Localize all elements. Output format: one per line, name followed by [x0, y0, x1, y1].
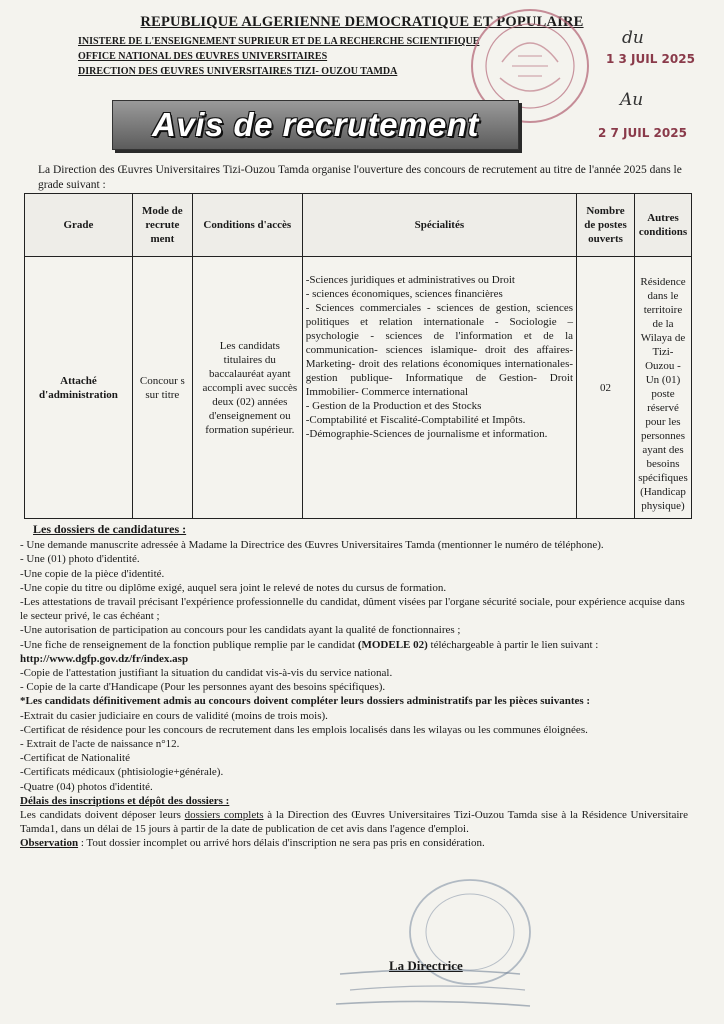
- admis-heading: *Les candidats définitivement admis au concours doivent compléter leurs dossiers administratifs par les pièces suivantes :: [20, 695, 591, 708]
- stamp-du-date: 1 3 JUIL 2025: [606, 52, 695, 66]
- delais-prefix: Les candidats doivent déposer leurs: [20, 809, 185, 822]
- fiche-prefix: -Une fiche de renseignement de la fonction publique remplie par le candidat: [20, 638, 358, 651]
- cell-postes: 02: [577, 257, 635, 519]
- cell-conditions: Les candidats titulaires du baccalauréat ayant accompli avec succès deux (02) années d'enseignement ou formation supérieur.: [192, 257, 302, 519]
- cell-autres: Résidence dans le territoire de la Wilaya de Tizi-Ouzou - Un (01) poste réservé pour les personnes ayant des besoins spécifiques (Handicap physique): [634, 257, 691, 519]
- observation-text: : Tout dossier incomplet ou arrivé hors délais d'inscription ne sera pas pris en considération.: [78, 837, 485, 850]
- office-line: OFFICE NATIONAL DES ŒUVRES UNIVERSITAIRES: [78, 51, 328, 62]
- header-specialites: Spécialités: [302, 194, 576, 257]
- ministry-line: INISTERE DE L'ENSEIGNEMENT SUPRIEUR ET DE LA RECHERCHE SCIENTIFIQUE: [78, 36, 480, 47]
- page-title: Avis de recrutement: [152, 106, 479, 143]
- fiche-suffix: téléchargeable à partir le lien suivant :: [427, 638, 599, 651]
- list-item: -Copie de l'attestation justifiant la situation du candidat vis-à-vis du service national.: [20, 667, 393, 680]
- list-item: -Les attestations de travail précisant l'expérience professionnelle du candidat, dûment visées par l'organe sécurité sociale, pour expérience acquise dans le secteur privé, le cas échéant ;: [20, 596, 685, 623]
- table-header-row: [25, 194, 692, 257]
- fiche-link[interactable]: http://www.dgfp.gov.dz/fr/index.asp: [20, 652, 189, 665]
- stamp-au-label: Au: [620, 90, 644, 110]
- header-conditions: Conditions d'accès: [192, 194, 302, 257]
- list-item: -Une copie du titre ou diplôme exigé, auquel sera joint le relevé de notes du cursus de formation.: [20, 581, 447, 594]
- stamp-au-date: 2 7 JUIL 2025: [598, 126, 687, 140]
- title-banner: [112, 100, 519, 150]
- list-item: -Une autorisation de participation au concours pour les candidats ayant la qualité de fonctionnaires ;: [20, 624, 461, 637]
- list-item: -Une copie de la pièce d'identité.: [20, 567, 165, 580]
- republic-heading: REPUBLIQUE ALGERIENNE DEMOCRATIQUE ET POPULAIRE: [140, 14, 584, 30]
- specialite-item: -Comptabilité et Fiscalité-Comptabilité et Impôts.: [305, 414, 526, 426]
- list-item: - Une demande manuscrite adressée à Madame la Directrice des Œuvres Universitaires Tamda (mentionner le numéro de téléphone).: [20, 539, 604, 552]
- list-item-fiche: [20, 638, 688, 666]
- delais-heading: Délais des inscriptions et dépôt des dossiers :: [20, 794, 230, 807]
- list-item: - Une (01) photo d'identité.: [20, 553, 140, 566]
- header-grade: Grade: [25, 194, 133, 257]
- dossiers-heading: Les dossiers de candidatures :: [33, 522, 187, 536]
- list-item: - Copie de la carte d'Handicape (Pour les personnes ayant des besoins spécifiques).: [20, 681, 386, 694]
- intro-paragraph: La Direction des Œuvres Universitaires Tizi-Ouzou Tamda organise l'ouverture des concours de recrutement au titre de l'année 2025 dans le grade suivant :: [38, 164, 682, 191]
- list-item: -Certificat de Nationalité: [20, 752, 130, 765]
- cell-grade: Attaché d'administration: [25, 257, 133, 519]
- fiche-modele: (MODELE 02): [357, 638, 428, 651]
- specialite-item: - sciences économiques, sciences financières: [305, 288, 503, 300]
- specialite-item: - Gestion de la Production et des Stocks: [305, 400, 482, 412]
- director-seal-stamp: [320, 874, 550, 1022]
- list-item: -Quatre (04) photos d'identité.: [20, 780, 153, 793]
- cell-specialites: [302, 257, 576, 519]
- delais-paragraph: [20, 808, 688, 836]
- delais-suffix: à la Direction des Œuvres Universitaires Tizi-Ouzou Tamda sise à la Résidence Universitaire Tamda1, dans un délai de 15 jours à partir de la date de publication de cet avis dans l'agence d'emploi.: [20, 809, 688, 836]
- list-item: -Extrait du casier judiciaire en cours de validité (moins de trois mois).: [20, 709, 328, 722]
- stamp-du-label: du: [622, 28, 644, 48]
- observation-paragraph: [20, 836, 688, 850]
- direction-line: DIRECTION DES ŒUVRES UNIVERSITAIRES TIZI- OUZOU TAMDA: [78, 66, 398, 77]
- cell-mode: Concour s sur titre: [132, 257, 192, 519]
- list-item: -Certificats médicaux (phtisiologie+générale).: [20, 766, 224, 779]
- specialite-item: - Sciences commerciales - sciences de gestion, sciences politiques et relation internationale - Sociologie – psychologie - sciences de l'information et de la communication- sciences islamique- droit des affaires- Marketing- droit des relations économiques internationales- gestion publique- Informatique de Gestion- Droit Immobilier- Commerce international: [305, 302, 574, 398]
- header-mode: Mode de recrute ment: [132, 194, 192, 257]
- observation-label: Observation: [20, 837, 79, 850]
- recruitment-table: [24, 193, 692, 519]
- specialite-item: -Sciences juridiques et administratives ou Droit: [305, 274, 515, 286]
- table-row: [25, 257, 692, 519]
- document-body: [20, 522, 688, 851]
- specialite-item: -Démographie-Sciences de journalisme et information.: [305, 428, 548, 440]
- signature-label: La Directrice: [389, 958, 463, 973]
- delais-underlined: dossiers complets: [184, 809, 264, 822]
- list-item: - Extrait de l'acte de naissance n°12.: [20, 738, 180, 751]
- header-postes: Nombre de postes ouverts: [577, 194, 635, 257]
- header-autres: Autres conditions: [634, 194, 691, 257]
- list-item: -Certificat de résidence pour les concours de recrutement dans les emplois localisés dans les wilayas ou les communes éloignées.: [20, 723, 588, 736]
